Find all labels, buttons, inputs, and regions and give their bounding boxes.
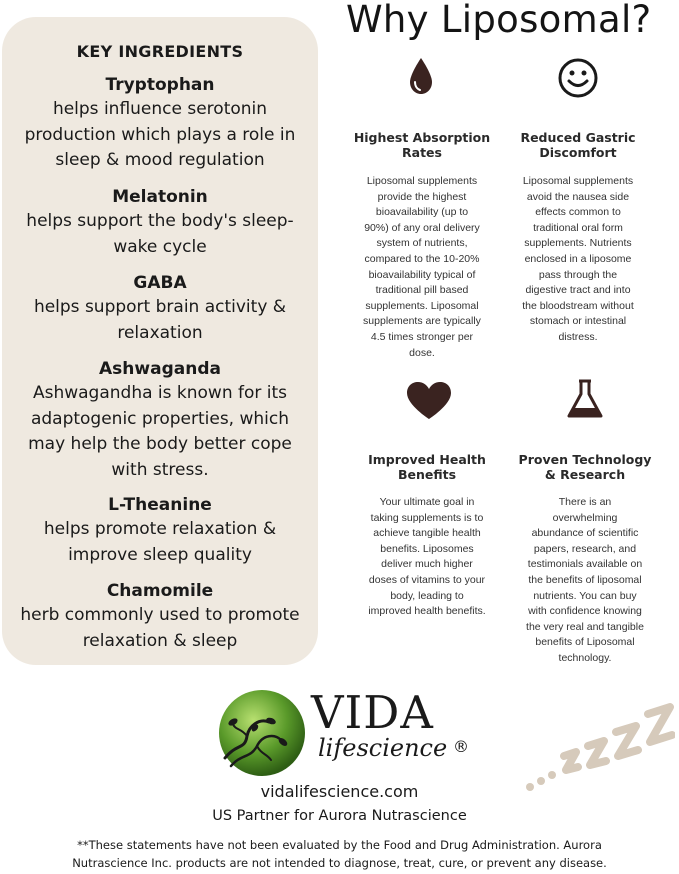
ingredient-name: Melatonin bbox=[112, 187, 208, 207]
card-text-line: improved health benefits. bbox=[368, 605, 486, 618]
why-liposomal-title: Why Liposomal? bbox=[346, 0, 652, 41]
ingredient-description-line: may help the body better cope bbox=[28, 434, 292, 454]
disclaimer-line: **These statements have not been evaluated by the Food and Drug Administration. Aurora bbox=[77, 838, 602, 852]
ingredient-description-line: with stress. bbox=[111, 459, 209, 480]
ingredient-name: Tryptophan bbox=[105, 75, 215, 95]
card-title-line: Proven Technology bbox=[518, 452, 652, 467]
card-text-line: with confidence knowing bbox=[528, 605, 642, 618]
card-title-gastric bbox=[503, 130, 653, 160]
ingredient-description-line: production which plays a role in bbox=[24, 124, 296, 145]
card-text-line: traditional oral form bbox=[533, 221, 623, 234]
key-ingredients-heading: KEY INGREDIENTS bbox=[76, 42, 244, 61]
card-text-line: achieve tangible health bbox=[373, 527, 481, 540]
card-text-line: 4.5 times stronger per bbox=[370, 330, 474, 343]
card-text-line: effects common to bbox=[535, 206, 621, 219]
ingredient-chamomile bbox=[2, 579, 318, 654]
card-text-line: benefits of Liposomal bbox=[535, 636, 635, 649]
card-title-health bbox=[352, 452, 502, 482]
ingredient-tryptophan bbox=[2, 73, 318, 174]
card-text-line: supplements. Nutrients bbox=[524, 237, 632, 250]
card-text-line: doses of vitamins to your bbox=[368, 573, 486, 586]
card-text-line: There is an bbox=[558, 496, 612, 508]
fda-disclaimer bbox=[0, 836, 679, 872]
card-text-line: digestive tract and into bbox=[525, 284, 631, 297]
ingredient-name: L-Theanine bbox=[108, 495, 212, 515]
card-text-line: enclosed in a liposome bbox=[524, 252, 632, 265]
key-ingredients-panel bbox=[2, 17, 318, 665]
vida-logo-icon bbox=[217, 688, 307, 778]
card-text-absorption bbox=[347, 174, 497, 361]
card-text-line: avoid the nausea side bbox=[526, 190, 630, 203]
card-text-line: testimonials available on bbox=[527, 558, 643, 571]
ingredient-name: Ashwaganda bbox=[99, 359, 221, 379]
card-text-technology bbox=[510, 495, 660, 667]
ingredient-description-line: adaptogenic properties, which bbox=[30, 408, 290, 429]
card-title-line: Rates bbox=[402, 145, 442, 160]
card-text-line: Liposomal supplements bbox=[522, 175, 634, 187]
website-link[interactable]: vidalifescience.com bbox=[260, 782, 419, 801]
brand-name: VIDA bbox=[311, 686, 434, 739]
card-text-line: pass through the bbox=[538, 268, 618, 281]
card-text-line: nutrients. You can buy bbox=[533, 589, 637, 602]
card-text-line: traditional pill based bbox=[375, 284, 469, 297]
ingredient-description-line: helps promote relaxation & bbox=[43, 519, 277, 539]
ingredient-name: GABA bbox=[133, 273, 187, 293]
card-text-line: supplements. Liposomal bbox=[365, 299, 479, 312]
card-text-line: dose. bbox=[409, 346, 435, 359]
card-text-line: system of nutrients, bbox=[376, 237, 468, 250]
card-text-line: technology. bbox=[558, 651, 612, 664]
card-text-line: stomach or intestinal bbox=[529, 315, 627, 328]
card-title-line: Discomfort bbox=[539, 145, 617, 160]
droplet-icon bbox=[406, 56, 436, 96]
card-text-line: papers, research, and bbox=[533, 542, 637, 555]
heart-icon bbox=[405, 381, 453, 421]
ingredient-gaba bbox=[2, 271, 318, 346]
card-text-line: Your ultimate goal in bbox=[379, 496, 475, 508]
card-text-line: bioavailability (up to bbox=[375, 206, 469, 219]
card-title-line: & Research bbox=[544, 467, 626, 482]
ingredient-description-line: helps support brain activity & bbox=[33, 297, 287, 317]
ingredient-description-line: Ashwagandha is known for its bbox=[32, 383, 288, 403]
smiley-face-icon bbox=[557, 57, 599, 99]
ingredient-description-line: relaxation bbox=[117, 322, 203, 343]
card-text-gastric bbox=[503, 174, 653, 346]
card-text-line: supplements are typically bbox=[363, 315, 481, 328]
ingredient-description-line: helps influence serotonin bbox=[52, 99, 268, 119]
card-title-line: Highest Absorption bbox=[353, 130, 491, 145]
ingredient-ashwaganda bbox=[2, 357, 318, 483]
ingredient-name: Chamomile bbox=[106, 581, 214, 601]
card-title-technology bbox=[510, 452, 660, 482]
card-text-health bbox=[350, 495, 504, 620]
card-text-line: distress. bbox=[558, 330, 598, 343]
ingredient-l-theanine bbox=[2, 493, 318, 568]
ingredient-melatonin bbox=[2, 185, 318, 260]
registered-mark: ® bbox=[453, 737, 469, 756]
card-text-line: provide the highest bbox=[377, 190, 467, 203]
ingredient-description-line: improve sleep quality bbox=[68, 544, 252, 565]
card-text-line: benefits. Liposomes bbox=[380, 542, 474, 555]
flask-icon bbox=[565, 378, 605, 420]
card-text-line: the benefits of liposomal bbox=[528, 573, 642, 586]
zzz-sleep-icon bbox=[520, 690, 675, 795]
brand-subname: lifescience bbox=[318, 734, 448, 762]
ingredient-description-line: wake cycle bbox=[113, 236, 207, 257]
card-text-line: 90%) of any oral delivery bbox=[364, 221, 480, 234]
disclaimer-line: Nutrascience Inc. products are not intended to diagnose, treat, cure, or prevent any disease. bbox=[72, 856, 607, 870]
card-title-line: Reduced Gastric bbox=[520, 130, 636, 145]
ingredient-description-line: relaxation & sleep bbox=[82, 630, 238, 651]
card-text-line: taking supplements is to bbox=[370, 511, 484, 524]
card-text-line: abundance of scientific bbox=[531, 527, 639, 540]
ingredient-description-line: sleep & mood regulation bbox=[55, 150, 265, 170]
card-text-line: bioavailability typical of bbox=[368, 268, 476, 281]
partner-text: US Partner for Aurora Nutrascience bbox=[212, 808, 467, 824]
card-title-line: Improved Health bbox=[368, 452, 486, 467]
card-text-line: body, leading to bbox=[390, 589, 464, 602]
card-text-line: overwhelming bbox=[552, 511, 618, 524]
card-text-line: the very real and tangible bbox=[526, 620, 644, 633]
ingredient-description-line: helps support the body's sleep- bbox=[26, 211, 294, 231]
card-title-absorption bbox=[347, 130, 497, 160]
card-text-line: deliver much higher bbox=[381, 558, 473, 571]
card-text-line: the bloodstream without bbox=[522, 299, 634, 312]
card-text-line: Liposomal supplements bbox=[366, 175, 478, 187]
ingredient-description-line: herb commonly used to promote bbox=[20, 605, 300, 625]
card-title-line: Benefits bbox=[397, 467, 457, 482]
card-text-line: compared to the 10-20% bbox=[364, 252, 480, 265]
